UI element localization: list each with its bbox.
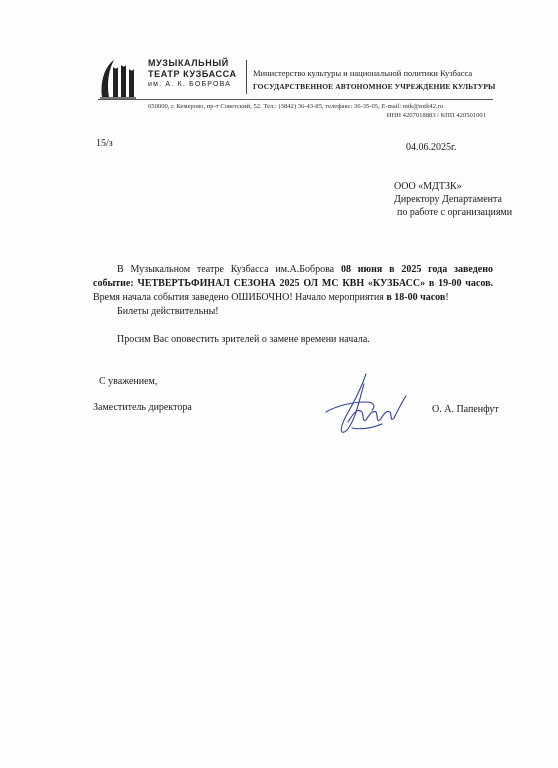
outgoing-number: 15/з xyxy=(96,138,113,149)
theatre-name xyxy=(148,58,237,90)
recipient-line: Директору Департамента xyxy=(394,194,502,205)
agency-name: ГОСУДАРСТВЕННОЕ АВТОНОМНОЕ УЧРЕЖДЕНИЕ КУЛЬТУРЫ xyxy=(253,82,496,91)
letterhead-divider-vertical xyxy=(246,60,247,94)
request-paragraph: Просим Вас оповестить зрителей о замене времени начала. xyxy=(117,334,370,345)
body-line xyxy=(93,263,493,277)
event-date: 08 июня в 2025 года заведено xyxy=(340,264,493,275)
signer-position: Заместитель директора xyxy=(93,402,192,413)
recipient-line: ООО «МДТЗК» xyxy=(394,181,462,192)
tickets-valid: Билеты действительны! xyxy=(117,306,219,317)
body-text: ! xyxy=(445,292,449,303)
body-text: Время начала события заведено ОШИБОЧНО! Начало мероприятия xyxy=(93,292,384,303)
body-text: В Музыкальном театре Кузбасса им.А.Боброва xyxy=(117,264,335,275)
theatre-name-line1: МУЗЫКАЛЬНЫЙ xyxy=(148,58,229,68)
signature xyxy=(318,372,410,438)
recipient-block xyxy=(394,180,512,219)
letterhead-divider xyxy=(98,99,493,100)
theatre-logo xyxy=(98,57,138,99)
body-line xyxy=(93,291,493,305)
event-title: событие: ЧЕТВЕРТЬФИНАЛ СЕЗОНА 2025 ОЛ МС КВН «КУЗБАСС» в 19-00 часов. xyxy=(93,278,493,289)
letter-date: 04.06.2025г. xyxy=(406,142,457,153)
ministry-name: Министерство культуры и национальной политики Кузбасса xyxy=(253,68,473,78)
inn-line: ИНН 4207018883 / КПП 420501001 xyxy=(386,112,486,119)
address-line: 650000, г. Кемерово, пр-т Советский, 52. Тел.: (3842) 36-43-85, телефакс: 36-35-05, E-mail: mtk@mtk42.ru xyxy=(148,103,444,110)
theatre-name-line2: ТЕАТР КУЗБАССА xyxy=(148,69,237,79)
theatre-name-line3: им. А. К. БОБРОВА xyxy=(148,81,232,88)
correct-time: в 18-00 часов xyxy=(386,292,446,303)
recipient-line: по работе с организациями xyxy=(397,207,513,218)
letter-body xyxy=(93,263,493,347)
regards: С уважением, xyxy=(99,376,158,387)
ministry-block xyxy=(253,66,496,94)
signer-name: О. А. Папенфут xyxy=(432,404,499,415)
